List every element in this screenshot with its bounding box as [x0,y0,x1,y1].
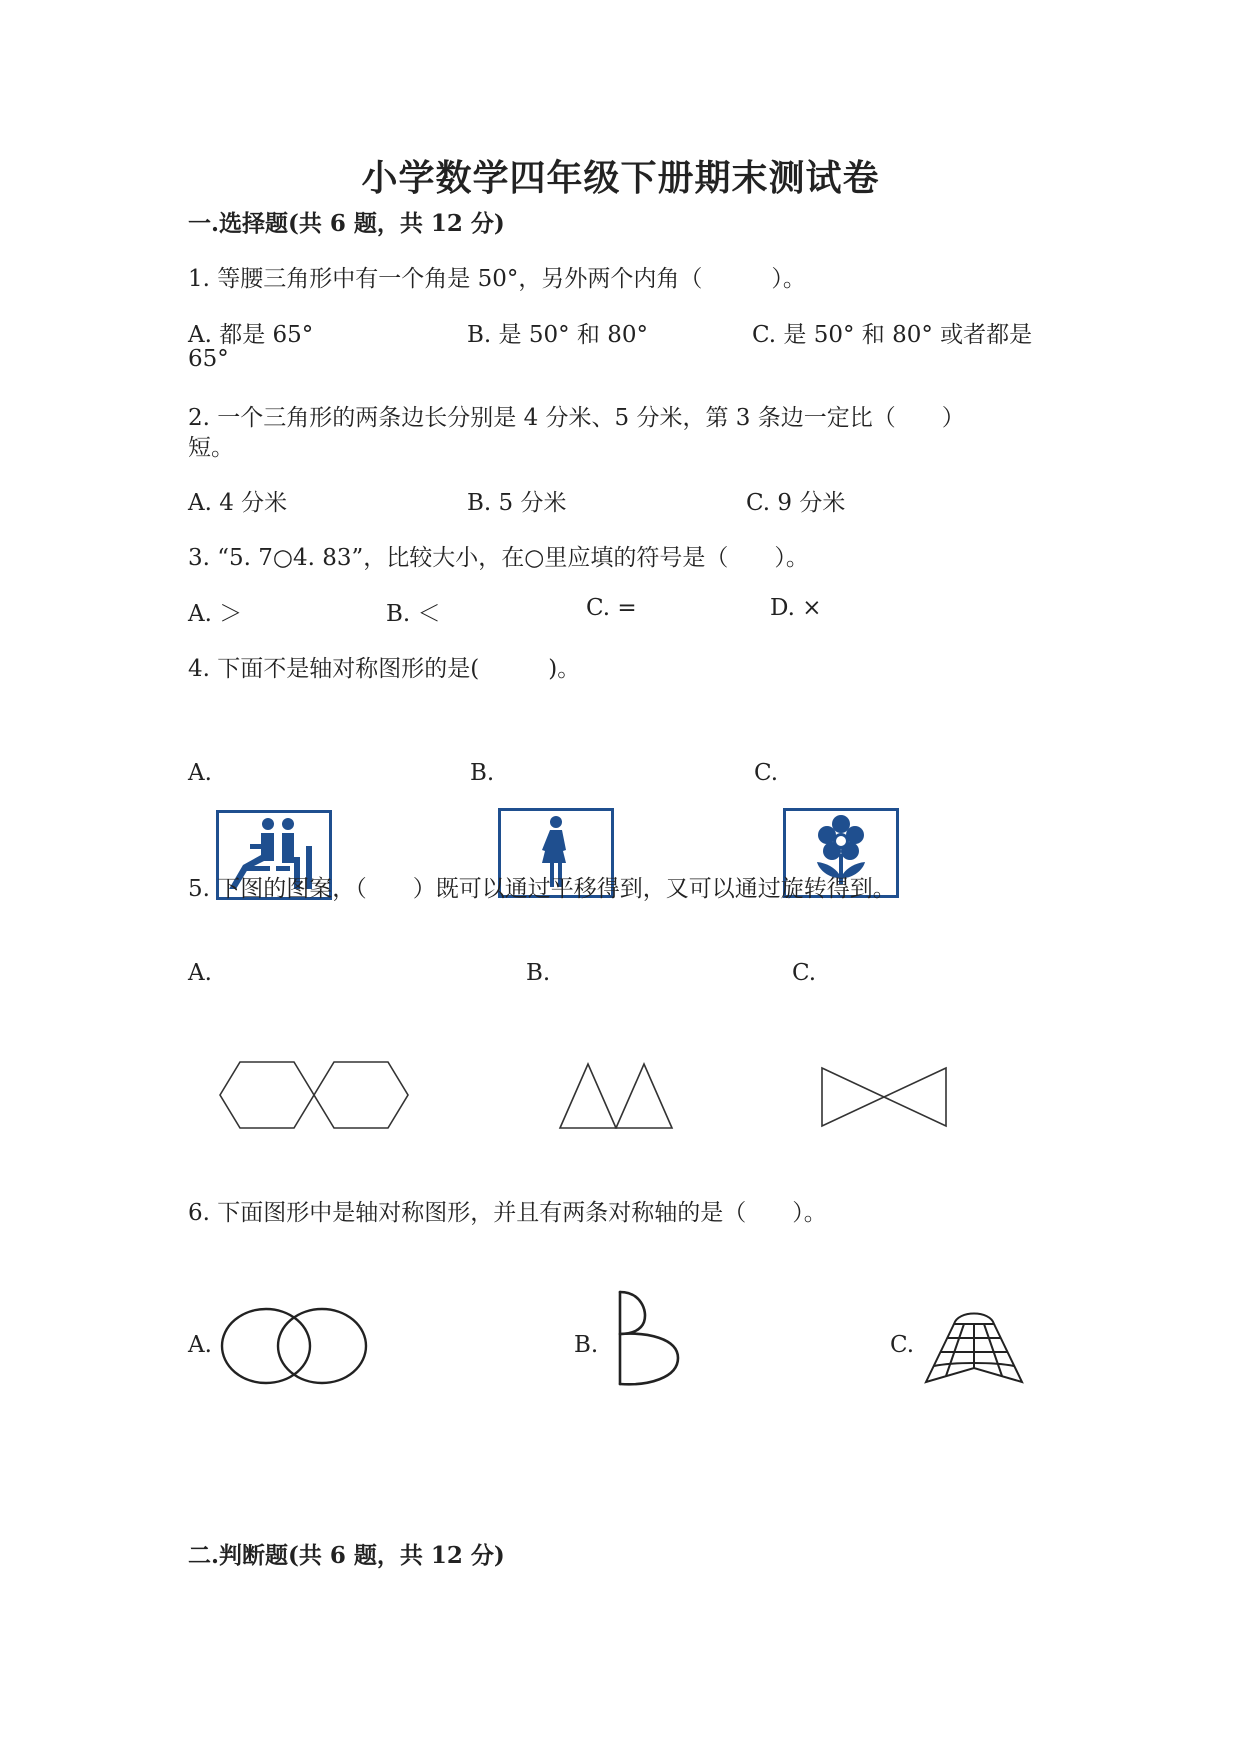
q5-option-a[interactable]: A. [188,960,212,986]
badminton-shuttlecock[interactable] [924,1306,1024,1388]
q1-option-a[interactable]: A. 都是 65° [188,322,314,348]
q3-option-b[interactable]: B. ＜ [386,601,441,627]
q3-option-a[interactable]: A. ＞ [188,601,243,627]
two-hexagons[interactable] [218,1060,412,1130]
q1-option-c[interactable]: C. 是 50° 和 80° 或者都是 [752,322,1033,348]
q1-option-c-continued: 65° [188,346,229,372]
q4-option-a[interactable]: A. [188,760,212,786]
question-2-line2: 短。 [188,435,234,461]
q2-option-b[interactable]: B. 5 分米 [467,490,567,516]
bowtie[interactable] [820,1066,948,1128]
question-6: 6. 下面图形中是轴对称图形，并且有两条对称轴的是（ ）。 [188,1200,827,1226]
q4-option-c[interactable]: C. [754,760,779,786]
q6-option-a[interactable]: A. [188,1332,212,1358]
q5-option-c[interactable]: C. [792,960,817,986]
section-heading-true-false: 二.判断题(共 6 题，共 12 分) [188,1542,505,1569]
q2-option-c[interactable]: C. 9 分米 [746,490,846,516]
question-5: 5. 下图的图案，（ ）既可以通过平移得到，又可以通过旋转得到。 [188,876,896,902]
two-overlapping-circles[interactable] [220,1306,370,1386]
question-1: 1. 等腰三角形中有一个角是 50°，另外两个内角（ ）。 [188,266,806,292]
q3-option-d[interactable]: D. × [770,595,822,621]
question-4: 4. 下面不是轴对称图形的是( )。 [188,656,581,682]
question-2: 2. 一个三角形的两条边长分别是 4 分米、5 分米，第 3 条边一定比（ ） [188,405,965,431]
q4-option-b[interactable]: B. [470,760,495,786]
q5-option-b[interactable]: B. [526,960,551,986]
q6-option-c[interactable]: C. [890,1332,915,1358]
letter-b[interactable] [604,1288,684,1388]
q1-option-b[interactable]: B. 是 50° 和 80° [467,322,648,348]
section-heading-choice: 一.选择题(共 6 题，共 12 分) [188,210,505,237]
two-triangles[interactable] [558,1060,676,1130]
q3-option-c[interactable]: C. = [586,595,637,621]
page-title: 小学数学四年级下册期末测试卷 [361,157,880,199]
q6-option-b[interactable]: B. [574,1332,599,1358]
q2-option-a[interactable]: A. 4 分米 [188,490,288,516]
question-3: 3. “5. 7○4. 83”，比较大小，在○里应填的符号是（ ）。 [188,545,809,571]
